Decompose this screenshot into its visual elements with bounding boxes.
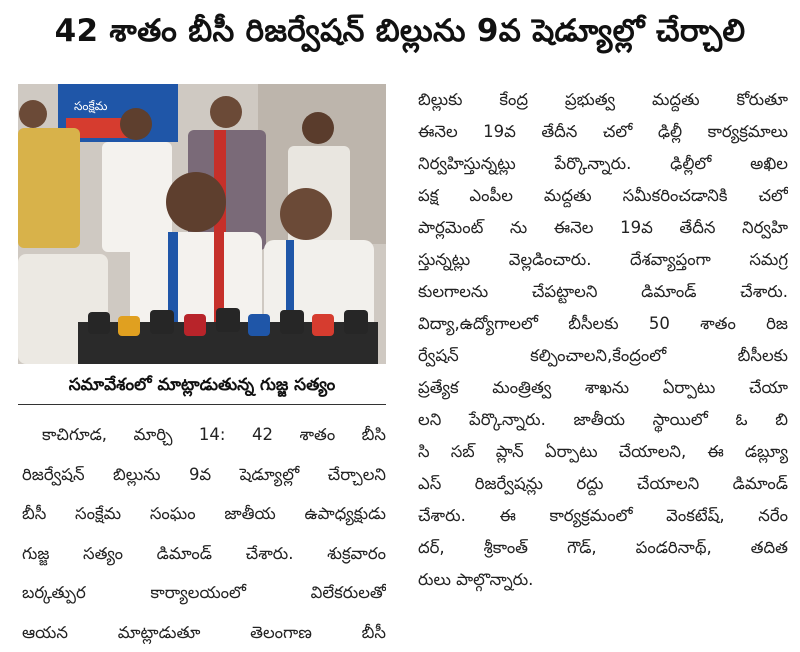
press-meet-photo [18, 84, 386, 364]
article-line: నిర్వహిస్తున్నట్లు పేర్కొన్నారు. ఢిల్లీలో అఖిల [418, 148, 788, 180]
article-line: బర్కత్పుర కార్యాలయంలో విలేకరులతో [22, 573, 386, 613]
article-line: చేశారు. ఈ కార్యక్రమంలో వెంకటేష్, నరేం [418, 500, 788, 532]
article-line: కులగాలను చేపట్టాలని డిమాండ్ చేశారు. [418, 276, 788, 308]
article-line: పక్ష ఎంపీల మద్దతు సమీకరించడానికి చలో [418, 180, 788, 212]
article-line: ఈనెల 19వ తేదీన చలో ఢిల్లీ కార్యక్రమాలు [418, 116, 788, 148]
article-line: కాచిగూడ, మార్చి 14: 42 శాతం బీసి [22, 415, 386, 455]
article-line: దర్, శ్రీకాంత్ గౌడ్, పండరినాథ్, తదిత [418, 532, 788, 564]
article-line: ఎస్ రిజర్వేషన్లు రద్దు చేయాలని డిమాండ్ [418, 468, 788, 500]
article-line: సి సబ్ ప్లాన్ ఏర్పాటు చేయాలని, ఈ డబ్ల్యూ [418, 436, 788, 468]
article-line: పార్లమెంట్ ను ఈనెల 19వ తేదీన నిర్వహి [418, 212, 788, 244]
article-right-column [418, 84, 788, 596]
headline: 42 శాతం బీసీ రిజర్వేషన్ బిల్లును 9వ షెడ్యూల్లో చేర్చాలి [0, 0, 800, 68]
banner-text: సంక్షేమ [74, 99, 108, 114]
article-left-column [22, 415, 386, 652]
article-line: బీసీ సంక్షేమ సంఘం జాతీయ ఉపాధ్యక్షుడు [22, 494, 386, 534]
article-line: ఆయన మాట్లాడుతూ తెలంగాణ బీసీ [22, 613, 386, 652]
article-line: స్తున్నట్లు వెల్లడించారు. దేశవ్యాప్తంగా సమగ్ర [418, 244, 788, 276]
press-meet-photo-illustration [18, 84, 386, 364]
article-line: ప్రత్యేక మంత్రిత్వ శాఖను ఏర్పాటు చేయా [418, 372, 788, 404]
article-line: రులు పాల్గొన్నారు. [418, 564, 788, 596]
photo-caption: సమావేశంలో మాట్లాడుతున్న గుజ్జ సత్యం [18, 370, 386, 405]
article-line: లని పేర్కొన్నారు. జాతీయ స్థాయిలో ఓ బి [418, 404, 788, 436]
article-line: గుజ్జ సత్యం డిమాండ్ చేశారు. శుక్రవారం [22, 534, 386, 574]
article-line: విద్యా,ఉద్యోగాలలో బీసీలకు 50 శాతం రిజ [418, 308, 788, 340]
article-line: రిజర్వేషన్ బిల్లును 9వ షెడ్యూల్లో చేర్చాలని [22, 455, 386, 495]
article-line: ర్వేషన్ కల్పించాలని,కేంద్రంలో బీసీలకు [418, 340, 788, 372]
article-line: బిల్లుకు కేంద్ర ప్రభుత్వ మద్దతు కోరుతూ [418, 84, 788, 116]
